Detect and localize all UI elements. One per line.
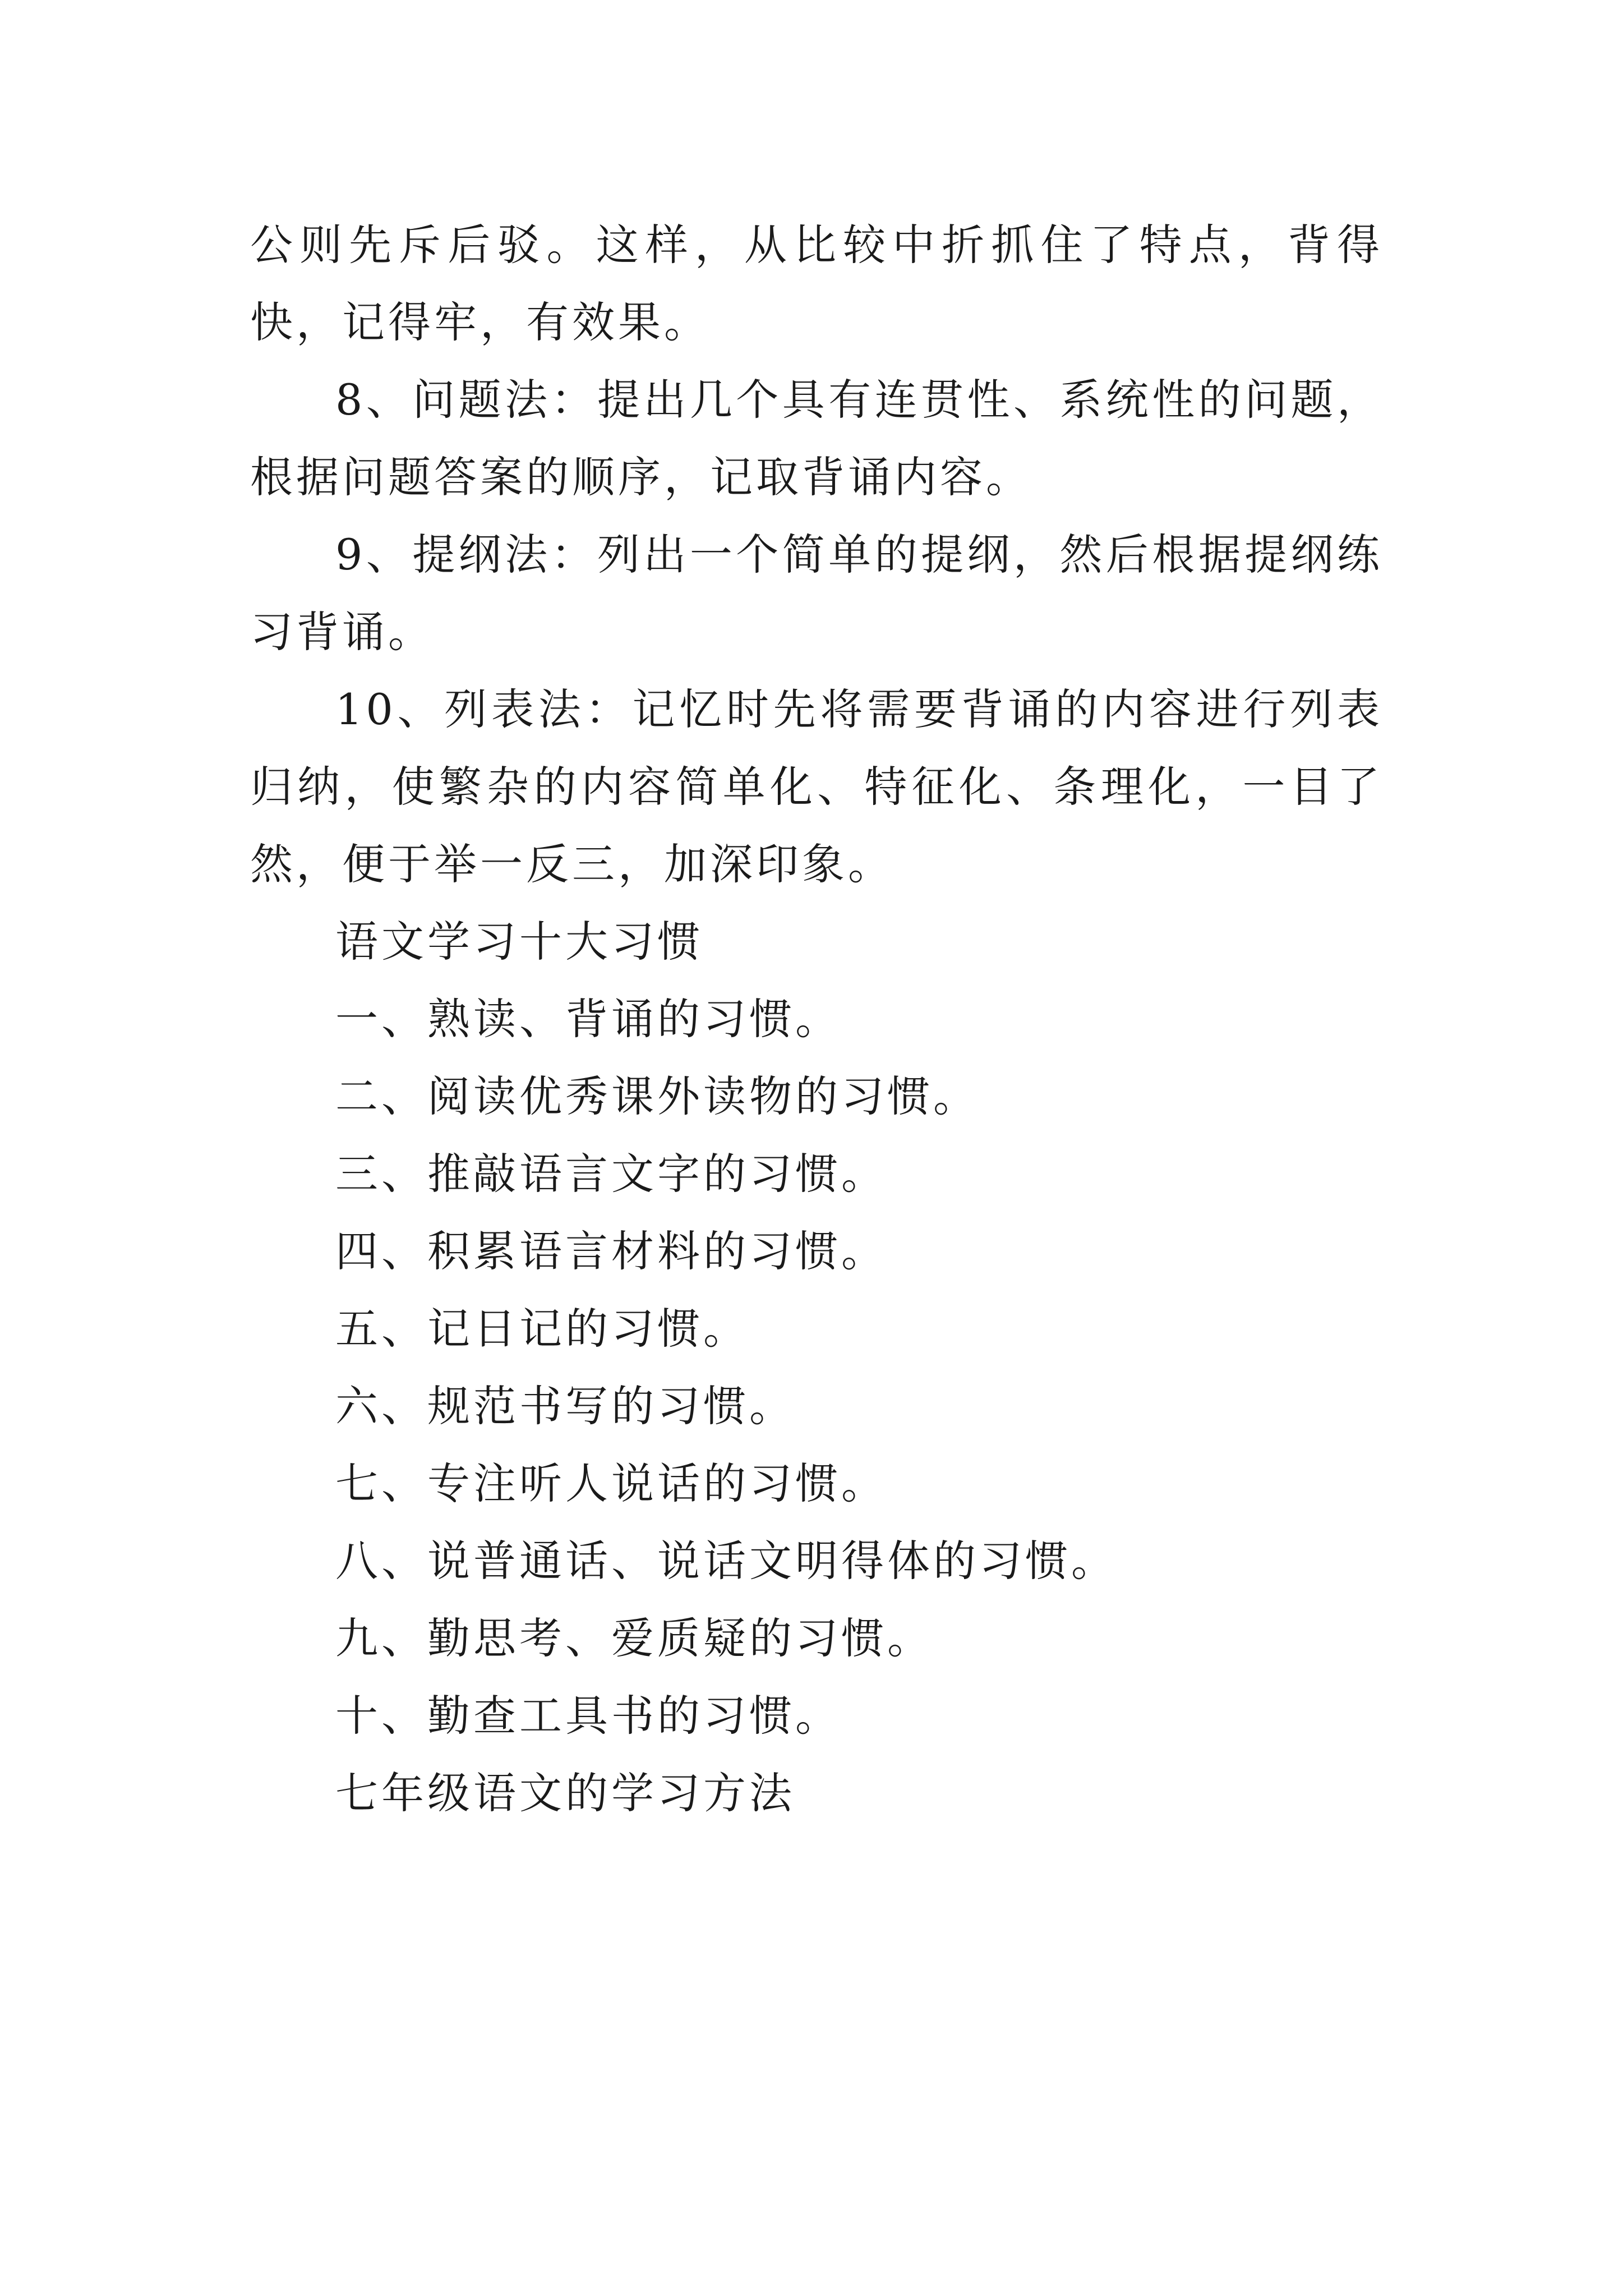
habit-item: 六、规范书写的习惯。: [335, 1381, 795, 1431]
paragraph-table-method: 10、列表法：记忆时先将需要背诵的内容进行列表归纳，使繁杂的内容简单化、特征化、条理化，一目了然，便于举一反三，加深印象。: [250, 684, 1383, 889]
habit-item: 七、专注听人说话的习惯。: [335, 1458, 887, 1508]
paragraph-outline-method: 9、提纲法：列出一个简单的提纲，然后根据提纲练习背诵。: [250, 530, 1383, 657]
habit-item: 一、熟读、背诵的习惯。: [335, 994, 841, 1044]
paragraph-question-method: 8、问题法：提出几个具有连贯性、系统性的问题，根据问题答案的顺序，记取背诵内容。: [250, 375, 1383, 502]
habit-item: 八、说普通话、说话文明得体的习惯。: [335, 1536, 1117, 1586]
section-title: 语文学习十大习惯: [335, 917, 703, 967]
paragraph-continuation: 公则先斥后驳。这样，从比较中折抓住了特点，背得快，记得牢，有效果。: [250, 220, 1383, 347]
habit-item: 九、勤思考、爱质疑的习惯。: [335, 1613, 933, 1663]
habit-item: 五、记日记的习惯。: [335, 1304, 749, 1354]
habit-item: 二、阅读优秀课外读物的习惯。: [335, 1071, 979, 1121]
habit-item: 四、积累语言材料的习惯。: [335, 1226, 887, 1276]
next-section-title: 七年级语文的学习方法: [335, 1768, 795, 1818]
habit-item: 三、推敲语言文字的习惯。: [335, 1149, 887, 1199]
habit-item: 十、勤查工具书的习惯。: [335, 1691, 841, 1741]
document-body: [250, 206, 1383, 1832]
